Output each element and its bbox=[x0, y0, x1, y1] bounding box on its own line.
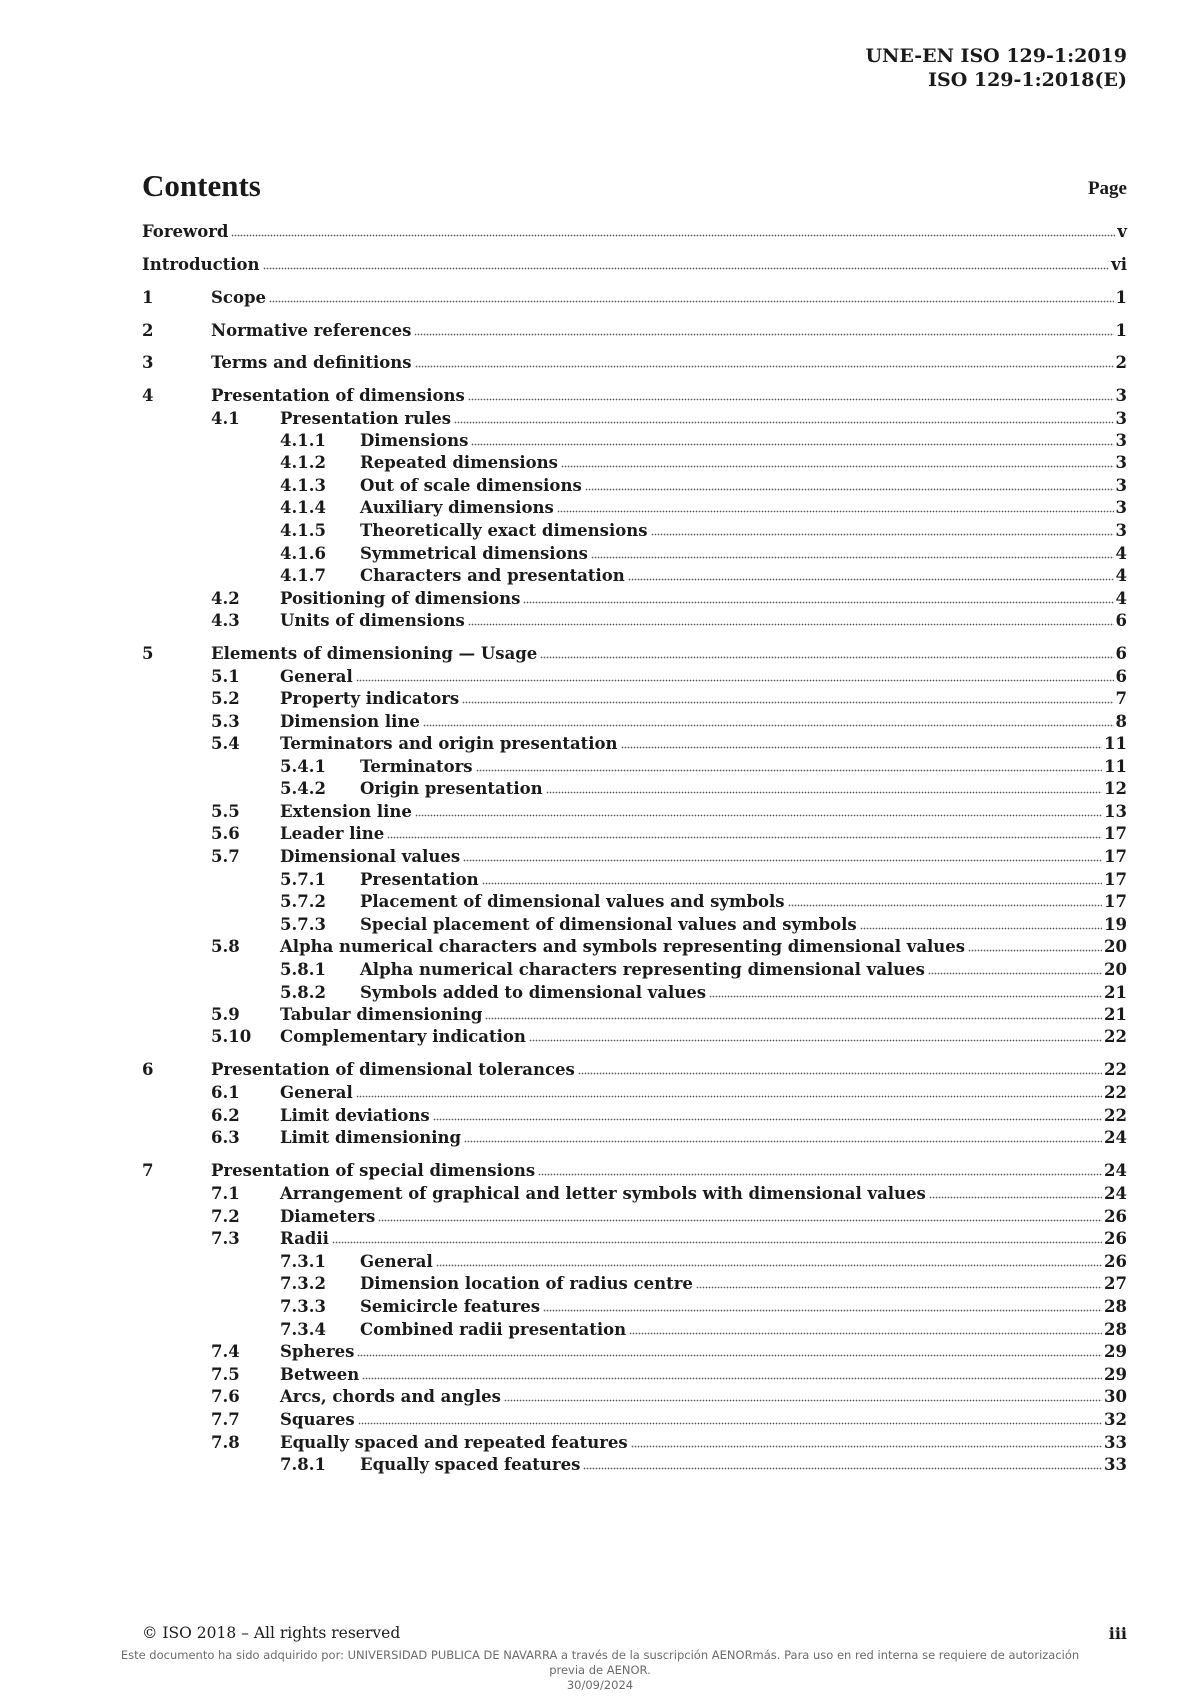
toc-dot-leader bbox=[929, 1196, 1102, 1200]
toc-entry[interactable] bbox=[142, 777, 1127, 799]
toc-entry[interactable] bbox=[142, 1431, 1127, 1453]
toc-dot-leader bbox=[471, 443, 1113, 447]
toc-entry-number: 5.7.3 bbox=[280, 915, 326, 934]
toc-entry-number: 5 bbox=[142, 644, 154, 663]
toc-entry-number: 5.8.1 bbox=[280, 960, 326, 979]
toc-entry-title: Extension line bbox=[280, 802, 412, 821]
toc-entry-page: 22 bbox=[1104, 1060, 1127, 1079]
toc-entry-page: 11 bbox=[1104, 757, 1127, 776]
toc-entry-number: 1 bbox=[142, 288, 154, 307]
toc-entry[interactable] bbox=[142, 407, 1127, 429]
toc-entry[interactable] bbox=[142, 1081, 1127, 1103]
toc-entry[interactable] bbox=[142, 1318, 1127, 1340]
toc-entry-number: 5.7.1 bbox=[280, 870, 326, 889]
toc-dot-leader bbox=[968, 949, 1102, 953]
toc-entry-page: v bbox=[1117, 222, 1127, 241]
toc-entry-number: 7.2 bbox=[211, 1207, 240, 1226]
toc-entry-page: 24 bbox=[1104, 1161, 1127, 1180]
toc-entry-title: Repeated dimensions bbox=[360, 453, 558, 472]
toc-entry-number: 7 bbox=[142, 1161, 154, 1180]
toc-dot-leader bbox=[696, 1286, 1102, 1290]
toc-entry-page: 22 bbox=[1104, 1027, 1127, 1046]
toc-entry[interactable] bbox=[142, 1126, 1127, 1148]
toc-entry-title: Terminators bbox=[360, 757, 473, 776]
toc-entry-page: 13 bbox=[1104, 802, 1127, 821]
toc-entry-page: 26 bbox=[1104, 1252, 1127, 1271]
toc-entry-page: 17 bbox=[1104, 870, 1127, 889]
toc-entry-title: Alpha numerical characters and symbols representing dimensional values bbox=[280, 937, 966, 956]
toc-dot-leader bbox=[523, 601, 1113, 605]
toc-entry-number: 6.2 bbox=[211, 1106, 240, 1125]
toc-dot-leader bbox=[709, 995, 1102, 999]
toc-entry[interactable] bbox=[142, 1227, 1127, 1249]
toc-entry-number: 4.1.6 bbox=[280, 544, 326, 563]
toc-entry[interactable] bbox=[142, 1272, 1127, 1294]
toc-dot-leader bbox=[546, 791, 1102, 795]
license-note bbox=[40, 1648, 1160, 1693]
toc-entry-page: 29 bbox=[1104, 1365, 1127, 1384]
toc-dot-leader bbox=[468, 623, 1114, 627]
toc-dot-leader bbox=[629, 1332, 1102, 1336]
toc-dot-leader bbox=[621, 746, 1102, 750]
toc-entry-page: 12 bbox=[1104, 779, 1127, 798]
toc-entry-number: 7.8 bbox=[211, 1433, 240, 1452]
toc-entry-number: 5.7.2 bbox=[280, 892, 326, 911]
toc-dot-leader bbox=[860, 927, 1102, 931]
toc-entry-page: vi bbox=[1111, 255, 1127, 274]
toc-entry-title: Diameters bbox=[280, 1207, 376, 1226]
toc-entry-title: General bbox=[280, 667, 353, 686]
toc-dot-leader bbox=[231, 234, 1115, 238]
toc-entry-page: 11 bbox=[1104, 734, 1127, 753]
toc-entry-number: 5.2 bbox=[211, 689, 240, 708]
toc-entry-title: Theoretically exact dimensions bbox=[360, 521, 648, 540]
toc-entry-number: 4.1 bbox=[211, 409, 240, 428]
toc-dot-leader bbox=[433, 1118, 1102, 1122]
toc-entry[interactable] bbox=[142, 1104, 1127, 1126]
toc-entry-page: 17 bbox=[1104, 892, 1127, 911]
toc-entry-number: 5.9 bbox=[211, 1005, 240, 1024]
toc-entry-title: Placement of dimensional values and symbols bbox=[360, 892, 785, 911]
toc-entry-number: 2 bbox=[142, 321, 154, 340]
toc-entry-number: 5.8 bbox=[211, 937, 240, 956]
toc-dot-leader bbox=[356, 679, 1114, 683]
toc-entry-title: Out of scale dimensions bbox=[360, 476, 582, 495]
toc-entry[interactable] bbox=[142, 474, 1127, 496]
toc-dot-leader bbox=[415, 365, 1114, 369]
toc-entry[interactable] bbox=[142, 1453, 1127, 1475]
document-header bbox=[865, 44, 1127, 92]
toc-dot-leader bbox=[468, 398, 1114, 402]
toc-entry-number: 7.8.1 bbox=[280, 1455, 326, 1474]
toc-entry-title: Presentation of special dimensions bbox=[211, 1161, 536, 1180]
toc-entry-title: Terms and definitions bbox=[211, 353, 412, 372]
toc-dot-leader bbox=[540, 656, 1113, 660]
toc-dot-leader bbox=[357, 1354, 1102, 1358]
toc-dot-leader bbox=[387, 836, 1102, 840]
toc-entry-page: 4 bbox=[1115, 589, 1127, 608]
toc-entry-number: 5.1 bbox=[211, 667, 240, 686]
license-note-date: 30/09/2024 bbox=[566, 1678, 634, 1692]
toc-entry[interactable] bbox=[142, 587, 1127, 609]
toc-entry[interactable] bbox=[142, 1250, 1127, 1272]
toc-entry-page: 3 bbox=[1115, 386, 1127, 405]
toc-entry[interactable] bbox=[142, 1408, 1127, 1430]
toc-entry-page: 28 bbox=[1104, 1320, 1127, 1339]
toc-entry[interactable] bbox=[142, 822, 1127, 844]
toc-dot-leader bbox=[415, 814, 1102, 818]
toc-entry-page: 28 bbox=[1104, 1297, 1127, 1316]
toc-entry-title: Spheres bbox=[280, 1342, 355, 1361]
toc-entry-page: 24 bbox=[1104, 1128, 1127, 1147]
toc-dot-leader bbox=[454, 421, 1113, 425]
toc-entry[interactable] bbox=[142, 519, 1127, 541]
toc-entry-title: Limit dimensioning bbox=[280, 1128, 462, 1147]
toc-entry-title: Elements of dimensioning — Usage bbox=[211, 644, 538, 663]
toc-entry-title: Dimension location of radius centre bbox=[360, 1274, 693, 1293]
toc-dot-leader bbox=[476, 769, 1102, 773]
toc-dot-leader bbox=[362, 1377, 1102, 1381]
toc-entry[interactable] bbox=[142, 642, 1127, 664]
toc-entry-page: 32 bbox=[1104, 1410, 1127, 1429]
toc-entry-page: 1 bbox=[1115, 321, 1127, 340]
toc-entry-page: 22 bbox=[1104, 1106, 1127, 1125]
toc-entry-number: 6.1 bbox=[211, 1083, 240, 1102]
toc-entry-page: 6 bbox=[1115, 667, 1127, 686]
toc-entry-page: 30 bbox=[1104, 1387, 1127, 1406]
toc-entry[interactable] bbox=[142, 755, 1127, 777]
contents-title: Contents bbox=[142, 168, 261, 203]
toc-entry-number: 4.1.2 bbox=[280, 453, 326, 472]
toc-entry-page: 17 bbox=[1104, 847, 1127, 866]
toc-entry-number: 4.1.3 bbox=[280, 476, 326, 495]
toc-entry-page: 27 bbox=[1104, 1274, 1127, 1293]
toc-entry-page: 19 bbox=[1104, 915, 1127, 934]
toc-dot-leader bbox=[269, 300, 1114, 304]
toc-entry-title: Normative references bbox=[211, 321, 412, 340]
toc-entry-title: Presentation of dimensional tolerances bbox=[211, 1060, 575, 1079]
toc-entry-title: Characters and presentation bbox=[360, 566, 625, 585]
toc-entry-title: Between bbox=[280, 1365, 360, 1384]
footer-copyright: © ISO 2018 – All rights reserved bbox=[142, 1624, 401, 1642]
toc-entry-title: Terminators and origin presentation bbox=[280, 734, 618, 753]
toc-entry[interactable] bbox=[142, 1295, 1127, 1317]
toc-dot-leader bbox=[423, 724, 1114, 728]
toc-entry-page: 21 bbox=[1104, 983, 1127, 1002]
toc-dot-leader bbox=[543, 1309, 1102, 1313]
toc-entry-page: 7 bbox=[1115, 689, 1127, 708]
toc-dot-leader bbox=[651, 533, 1114, 537]
toc-entry-page: 26 bbox=[1104, 1229, 1127, 1248]
toc-entry-title: Introduction bbox=[142, 255, 260, 274]
toc-entry-number: 4.1.5 bbox=[280, 521, 326, 540]
toc-entry[interactable] bbox=[142, 609, 1127, 631]
toc-entry-page: 26 bbox=[1104, 1207, 1127, 1226]
toc-entry-number: 4.3 bbox=[211, 611, 240, 630]
toc-dot-leader bbox=[557, 510, 1114, 514]
toc-entry-title: Presentation of dimensions bbox=[211, 386, 465, 405]
page-column-label: Page bbox=[1087, 178, 1127, 199]
toc-dot-leader bbox=[378, 1219, 1102, 1223]
toc-entry-page: 2 bbox=[1115, 353, 1127, 372]
toc-entry-title: Presentation bbox=[360, 870, 479, 889]
toc-entry[interactable] bbox=[142, 1003, 1127, 1025]
toc-entry-title: General bbox=[280, 1083, 353, 1102]
toc-entry[interactable] bbox=[142, 732, 1127, 754]
toc-entry-number: 4.1.4 bbox=[280, 498, 326, 517]
toc-entry[interactable] bbox=[142, 1025, 1127, 1047]
toc-entry[interactable] bbox=[142, 351, 1127, 373]
toc-entry-number: 4.1.1 bbox=[280, 431, 326, 450]
toc-entry-title: Complementary indication bbox=[280, 1027, 526, 1046]
toc-dot-leader bbox=[263, 267, 1110, 271]
toc-dot-leader bbox=[628, 578, 1114, 582]
toc-entry-title: Symbols added to dimensional values bbox=[360, 983, 707, 1002]
toc-entry-title: Limit deviations bbox=[280, 1106, 430, 1125]
toc-entry-title: Units of dimensions bbox=[280, 611, 465, 630]
toc-entry[interactable] bbox=[142, 935, 1127, 957]
toc-entry[interactable] bbox=[142, 1159, 1127, 1181]
toc-dot-leader bbox=[631, 1445, 1102, 1449]
toc-dot-leader bbox=[482, 882, 1102, 886]
toc-entry-number: 7.6 bbox=[211, 1387, 240, 1406]
toc-entry-page: 1 bbox=[1115, 288, 1127, 307]
toc-entry-number: 5.7 bbox=[211, 847, 240, 866]
toc-entry-title: Radii bbox=[280, 1229, 329, 1248]
toc-entry[interactable] bbox=[142, 564, 1127, 586]
toc-entry[interactable] bbox=[142, 253, 1127, 275]
toc-entry-title: Scope bbox=[211, 288, 267, 307]
toc-entry-number: 5.4.1 bbox=[280, 757, 326, 776]
toc-entry-title: Symmetrical dimensions bbox=[360, 544, 588, 563]
toc-entry[interactable] bbox=[142, 384, 1127, 406]
toc-entry-page: 3 bbox=[1115, 498, 1127, 517]
toc-dot-leader bbox=[561, 465, 1114, 469]
toc-entry-page: 8 bbox=[1115, 712, 1127, 731]
toc-dot-leader bbox=[578, 1072, 1102, 1076]
toc-entry-title: Positioning of dimensions bbox=[280, 589, 521, 608]
toc-entry-title: Semicircle features bbox=[360, 1297, 541, 1316]
toc-entry-title: Dimensions bbox=[360, 431, 469, 450]
toc-entry-page: 3 bbox=[1115, 476, 1127, 495]
toc-entry-page: 33 bbox=[1104, 1433, 1127, 1452]
toc-dot-leader bbox=[585, 488, 1114, 492]
toc-entry-page: 24 bbox=[1104, 1184, 1127, 1203]
toc-entry-number: 5.3 bbox=[211, 712, 240, 731]
toc-entry-page: 17 bbox=[1104, 824, 1127, 843]
toc-entry-number: 7.3.3 bbox=[280, 1297, 326, 1316]
toc-entry-number: 7.4 bbox=[211, 1342, 240, 1361]
license-note-line: Este documento ha sido adquirido por: UNIVERSIDAD PUBLICA DE NAVARRA a través de la suscripción AENORmás. Para uso en red interna se requiere de autorización bbox=[120, 1648, 1080, 1662]
toc-entry-number: 7.3 bbox=[211, 1229, 240, 1248]
toc-entry-number: 6 bbox=[142, 1060, 154, 1079]
toc-entry[interactable] bbox=[142, 496, 1127, 518]
toc-entry-page: 4 bbox=[1115, 566, 1127, 585]
toc-entry-title: Arrangement of graphical and letter symbols with dimensional values bbox=[280, 1184, 926, 1203]
toc-dot-leader bbox=[928, 972, 1102, 976]
toc-entry-number: 6.3 bbox=[211, 1128, 240, 1147]
toc-entry-number: 7.3.4 bbox=[280, 1320, 326, 1339]
toc-entry[interactable] bbox=[142, 958, 1127, 980]
toc-entry-number: 5.4 bbox=[211, 734, 240, 753]
toc-entry-title: Combined radii presentation bbox=[360, 1320, 627, 1339]
toc-entry-page: 21 bbox=[1104, 1005, 1127, 1024]
toc-entry-number: 7.5 bbox=[211, 1365, 240, 1384]
toc-dot-leader bbox=[463, 859, 1102, 863]
toc-dot-leader bbox=[464, 1140, 1102, 1144]
toc-entry[interactable] bbox=[142, 981, 1127, 1003]
toc-entry[interactable] bbox=[142, 319, 1127, 341]
toc-entry-page: 6 bbox=[1115, 644, 1127, 663]
toc-entry-page: 29 bbox=[1104, 1342, 1127, 1361]
toc-entry-number: 4.2 bbox=[211, 589, 240, 608]
toc-dot-leader bbox=[583, 1467, 1102, 1471]
toc-entry-title: Squares bbox=[280, 1410, 355, 1429]
toc-entry[interactable] bbox=[142, 845, 1127, 867]
toc-entry[interactable] bbox=[142, 665, 1127, 687]
toc-entry-number: 5.8.2 bbox=[280, 983, 326, 1002]
toc-dot-leader bbox=[414, 333, 1113, 337]
toc-entry[interactable] bbox=[142, 542, 1127, 564]
toc-entry-title: Foreword bbox=[142, 222, 229, 241]
toc-entry-page: 4 bbox=[1115, 544, 1127, 563]
toc-entry-title: Equally spaced features bbox=[360, 1455, 581, 1474]
toc-dot-leader bbox=[462, 701, 1113, 705]
toc-dot-leader bbox=[356, 1095, 1102, 1099]
toc-entry-page: 22 bbox=[1104, 1083, 1127, 1102]
toc-entry-number: 5.6 bbox=[211, 824, 240, 843]
toc-entry[interactable] bbox=[142, 1340, 1127, 1362]
toc-entry-title: Property indicators bbox=[280, 689, 460, 708]
toc-dot-leader bbox=[358, 1422, 1102, 1426]
toc-entry-title: Arcs, chords and angles bbox=[280, 1387, 501, 1406]
toc-entry[interactable] bbox=[142, 286, 1127, 308]
toc-entry-number: 4.1.7 bbox=[280, 566, 326, 585]
toc-dot-leader bbox=[591, 556, 1114, 560]
toc-entry-title: Tabular dimensioning bbox=[280, 1005, 483, 1024]
toc-entry-title: Special placement of dimensional values and symbols bbox=[360, 915, 857, 934]
toc-entry-title: General bbox=[360, 1252, 433, 1271]
toc-entry-number: 5.10 bbox=[211, 1027, 252, 1046]
toc-entry-number: 7.3.2 bbox=[280, 1274, 326, 1293]
toc-entry[interactable] bbox=[142, 890, 1127, 912]
toc-entry-page: 6 bbox=[1115, 611, 1127, 630]
toc-entry[interactable] bbox=[142, 1385, 1127, 1407]
toc-entry-page: 33 bbox=[1104, 1455, 1127, 1474]
toc-entry[interactable] bbox=[142, 1205, 1127, 1227]
toc-dot-leader bbox=[504, 1399, 1102, 1403]
toc-entry[interactable] bbox=[142, 868, 1127, 890]
toc-entry[interactable] bbox=[142, 800, 1127, 822]
toc-entry-page: 3 bbox=[1115, 521, 1127, 540]
toc-dot-leader bbox=[436, 1264, 1102, 1268]
footer-page-number: iii bbox=[1108, 1624, 1127, 1643]
toc-entry[interactable] bbox=[142, 429, 1127, 451]
toc-entry[interactable] bbox=[142, 220, 1127, 242]
toc-entry[interactable] bbox=[142, 1058, 1127, 1080]
toc-entry-number: 4 bbox=[142, 386, 154, 405]
toc-entry-page: 3 bbox=[1115, 431, 1127, 450]
toc-entry-title: Origin presentation bbox=[360, 779, 543, 798]
toc-entry[interactable] bbox=[142, 913, 1127, 935]
toc-entry-title: Dimensional values bbox=[280, 847, 461, 866]
toc-entry-number: 3 bbox=[142, 353, 154, 372]
toc-entry[interactable] bbox=[142, 687, 1127, 709]
toc-entry-number: 5.5 bbox=[211, 802, 240, 821]
toc-dot-leader bbox=[529, 1039, 1102, 1043]
toc-entry-number: 7.1 bbox=[211, 1184, 240, 1203]
toc-entry-title: Alpha numerical characters representing dimensional values bbox=[360, 960, 925, 979]
toc-dot-leader bbox=[538, 1173, 1102, 1177]
toc-entry-page: 20 bbox=[1104, 960, 1127, 979]
toc-dot-leader bbox=[788, 904, 1102, 908]
header-standard-une: UNE-EN ISO 129-1:2019 bbox=[865, 45, 1127, 67]
license-note-line: previa de AENOR. bbox=[549, 1663, 651, 1677]
toc-entry[interactable] bbox=[142, 451, 1127, 473]
toc-entry-number: 7.7 bbox=[211, 1410, 240, 1429]
toc-entry-number: 7.3.1 bbox=[280, 1252, 326, 1271]
toc-entry-page: 3 bbox=[1115, 453, 1127, 472]
toc-entry-page: 20 bbox=[1104, 937, 1127, 956]
toc-entry-title: Leader line bbox=[280, 824, 385, 843]
toc-entry-title: Dimension line bbox=[280, 712, 420, 731]
toc-entry-title: Auxiliary dimensions bbox=[360, 498, 554, 517]
toc-entry[interactable] bbox=[142, 1182, 1127, 1204]
header-standard-iso: ISO 129-1:2018(E) bbox=[928, 69, 1127, 91]
toc-entry[interactable] bbox=[142, 1363, 1127, 1385]
toc-entry[interactable] bbox=[142, 710, 1127, 732]
toc-dot-leader bbox=[485, 1017, 1102, 1021]
toc-entry-title: Equally spaced and repeated features bbox=[280, 1433, 628, 1452]
toc-entry-number: 5.4.2 bbox=[280, 779, 326, 798]
toc-dot-leader bbox=[332, 1241, 1102, 1245]
toc-entry-page: 3 bbox=[1115, 409, 1127, 428]
toc-entry-title: Presentation rules bbox=[280, 409, 452, 428]
